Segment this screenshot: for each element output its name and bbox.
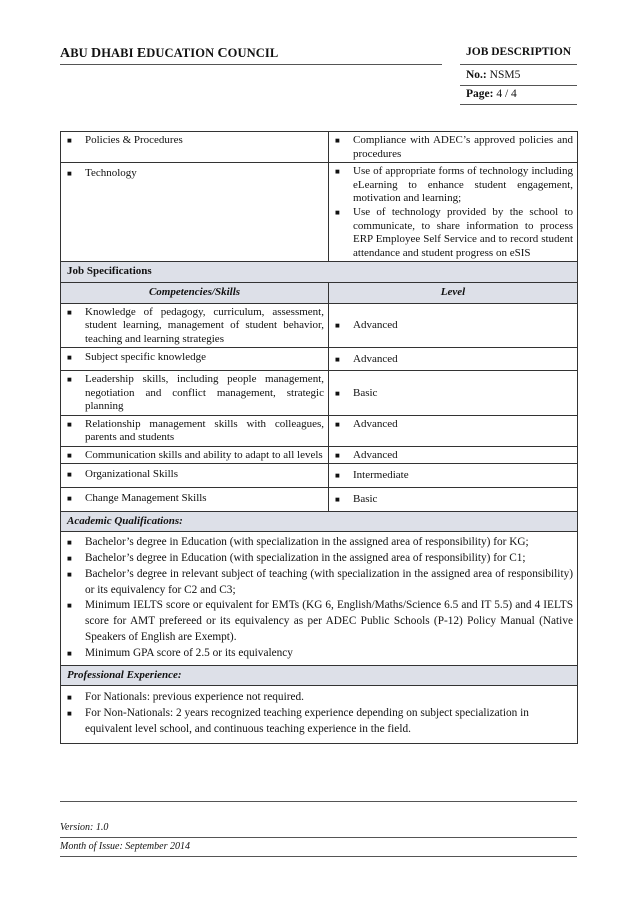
issue-date-label: Month of Issue: September 2014 bbox=[60, 841, 190, 852]
bullet-icon: ■ bbox=[335, 167, 340, 177]
job-description-table bbox=[60, 131, 578, 744]
skill-item: ■ Subject specific knowledge bbox=[67, 351, 206, 364]
list-item: ■ Policies & Procedures bbox=[67, 134, 183, 146]
level-item: ■ Basic bbox=[335, 493, 378, 506]
academic-qualifications-header: Academic Qualifications: bbox=[61, 511, 578, 532]
academic-qualifications-body bbox=[61, 532, 578, 665]
skill-item: ■ Communication skills and ability to adapt to all levels bbox=[67, 448, 323, 461]
meta-divider-bottom bbox=[460, 104, 577, 105]
list-item: ■ Compliance with ADEC’s approved policies and procedures bbox=[335, 134, 573, 160]
bullet-icon: ■ bbox=[335, 136, 340, 145]
list-item: ■ Minimum GPA score of 2.5 or its equivalency bbox=[65, 646, 573, 662]
bullet-icon: ■ bbox=[335, 450, 340, 460]
bullet-icon: ■ bbox=[67, 538, 72, 548]
bullet-icon: ■ bbox=[67, 169, 72, 179]
list-item: ■ Use of technology provided by the school to communicate, to share information to process ERP Employee Self Service and to record student attendance and student progress on eSIS bbox=[335, 205, 573, 259]
bullet-icon: ■ bbox=[335, 388, 340, 398]
list-item: ■ For Non-Nationals: 2 years recognized teaching experience depending on subject specialization in equivalent level school, and continuous teaching experience in the field. bbox=[65, 706, 573, 738]
organization-name: ABU DHABI EDUCATION COUNCIL bbox=[60, 46, 279, 61]
bullet-icon: ■ bbox=[67, 353, 72, 363]
bullet-icon: ■ bbox=[335, 207, 340, 217]
page-number: Page: 4 / 4 bbox=[466, 88, 517, 100]
level-item: ■ Advanced bbox=[335, 352, 398, 365]
column-header-level: Level bbox=[329, 282, 578, 303]
skill-item: ■ Leadership skills, including people management, negotiation and conflict management, strategic planning bbox=[67, 372, 324, 413]
table-row bbox=[61, 348, 578, 371]
skill-item: ■ Organizational Skills bbox=[67, 468, 178, 481]
document-number: No.: NSM5 bbox=[466, 69, 521, 81]
table-row bbox=[61, 415, 578, 446]
meta-divider bbox=[460, 85, 577, 86]
level-item: ■ Advanced bbox=[335, 417, 398, 430]
version-label: Version: 1.0 bbox=[60, 822, 109, 833]
list-item: ■ Bachelor’s degree in relevant subject of teaching (with specialization in the assigned area of responsibility) or its equivalency for C2 and C3; bbox=[65, 567, 573, 599]
table-row bbox=[61, 488, 578, 512]
bullet-icon: ■ bbox=[67, 419, 72, 429]
table-row bbox=[61, 464, 578, 488]
job-specifications-header: Job Specifications bbox=[61, 262, 578, 283]
skill-item: ■ Change Management Skills bbox=[67, 492, 207, 505]
table-row bbox=[61, 132, 578, 163]
bullet-icon: ■ bbox=[67, 374, 72, 384]
bullet-icon: ■ bbox=[67, 554, 72, 564]
professional-experience-body bbox=[61, 686, 578, 743]
column-header-competencies: Competencies/Skills bbox=[61, 282, 329, 303]
bullet-icon: ■ bbox=[67, 709, 72, 719]
bullet-icon: ■ bbox=[67, 494, 72, 504]
table-row bbox=[61, 370, 578, 415]
list-item: ■ Bachelor’s degree in Education (with specialization in the assigned area of responsibility) for C1; bbox=[65, 551, 573, 567]
column-headers bbox=[61, 282, 578, 303]
bullet-icon: ■ bbox=[335, 419, 340, 429]
list-item: ■ Bachelor’s degree in Education (with specialization in the assigned area of responsibility) for KG; bbox=[65, 535, 573, 551]
table-row bbox=[61, 446, 578, 464]
bullet-icon: ■ bbox=[67, 601, 72, 611]
table-row bbox=[61, 163, 578, 262]
document-type: JOB DESCRIPTION bbox=[466, 46, 572, 58]
bullet-icon: ■ bbox=[67, 307, 72, 317]
skill-item: ■ Knowledge of pedagogy, curriculum, assessment, student learning, management of student behavior, teaching and learning strategies bbox=[67, 305, 324, 345]
list-item: ■ Minimum IELTS score or equivalent for EMTs (KG 6, English/Maths/Science 6.5 and IT 5.5) and 4 IELTS score for AMT prefereed or its equivalency as per ADEC Public Schools (P-12) Policy Manual (Native Speakers of English are Exempt). bbox=[65, 598, 573, 645]
bullet-icon: ■ bbox=[67, 648, 72, 658]
header-divider-right bbox=[460, 64, 577, 65]
bullet-icon: ■ bbox=[67, 450, 72, 460]
footer-divider-middle bbox=[60, 837, 577, 838]
header-divider-left bbox=[60, 64, 442, 65]
professional-experience-header: Professional Experience: bbox=[61, 665, 578, 686]
footer-divider-top bbox=[60, 801, 577, 802]
bullet-icon: ■ bbox=[335, 471, 340, 481]
level-item: ■ Advanced bbox=[335, 448, 398, 461]
list-item: ■ Use of appropriate forms of technology including eLearning to enhance student engagement, motivation and learning; bbox=[335, 165, 573, 205]
bullet-icon: ■ bbox=[335, 354, 340, 364]
bullet-icon: ■ bbox=[67, 693, 72, 703]
footer-divider-bottom bbox=[60, 856, 577, 857]
level-item: ■ Basic bbox=[335, 386, 378, 399]
bullet-icon: ■ bbox=[67, 470, 72, 480]
table-row bbox=[61, 303, 578, 348]
list-item: ■ For Nationals: previous experience not required. bbox=[65, 690, 573, 706]
bullet-icon: ■ bbox=[67, 136, 72, 145]
bullet-icon: ■ bbox=[67, 569, 72, 579]
bullet-icon: ■ bbox=[335, 495, 340, 505]
list-item: ■ Technology bbox=[67, 167, 137, 180]
skill-item: ■ Relationship management skills with colleagues, parents and students bbox=[67, 417, 324, 444]
level-item: ■ Intermediate bbox=[335, 469, 409, 482]
level-item: ■ Advanced bbox=[335, 319, 398, 332]
bullet-icon: ■ bbox=[335, 321, 340, 331]
